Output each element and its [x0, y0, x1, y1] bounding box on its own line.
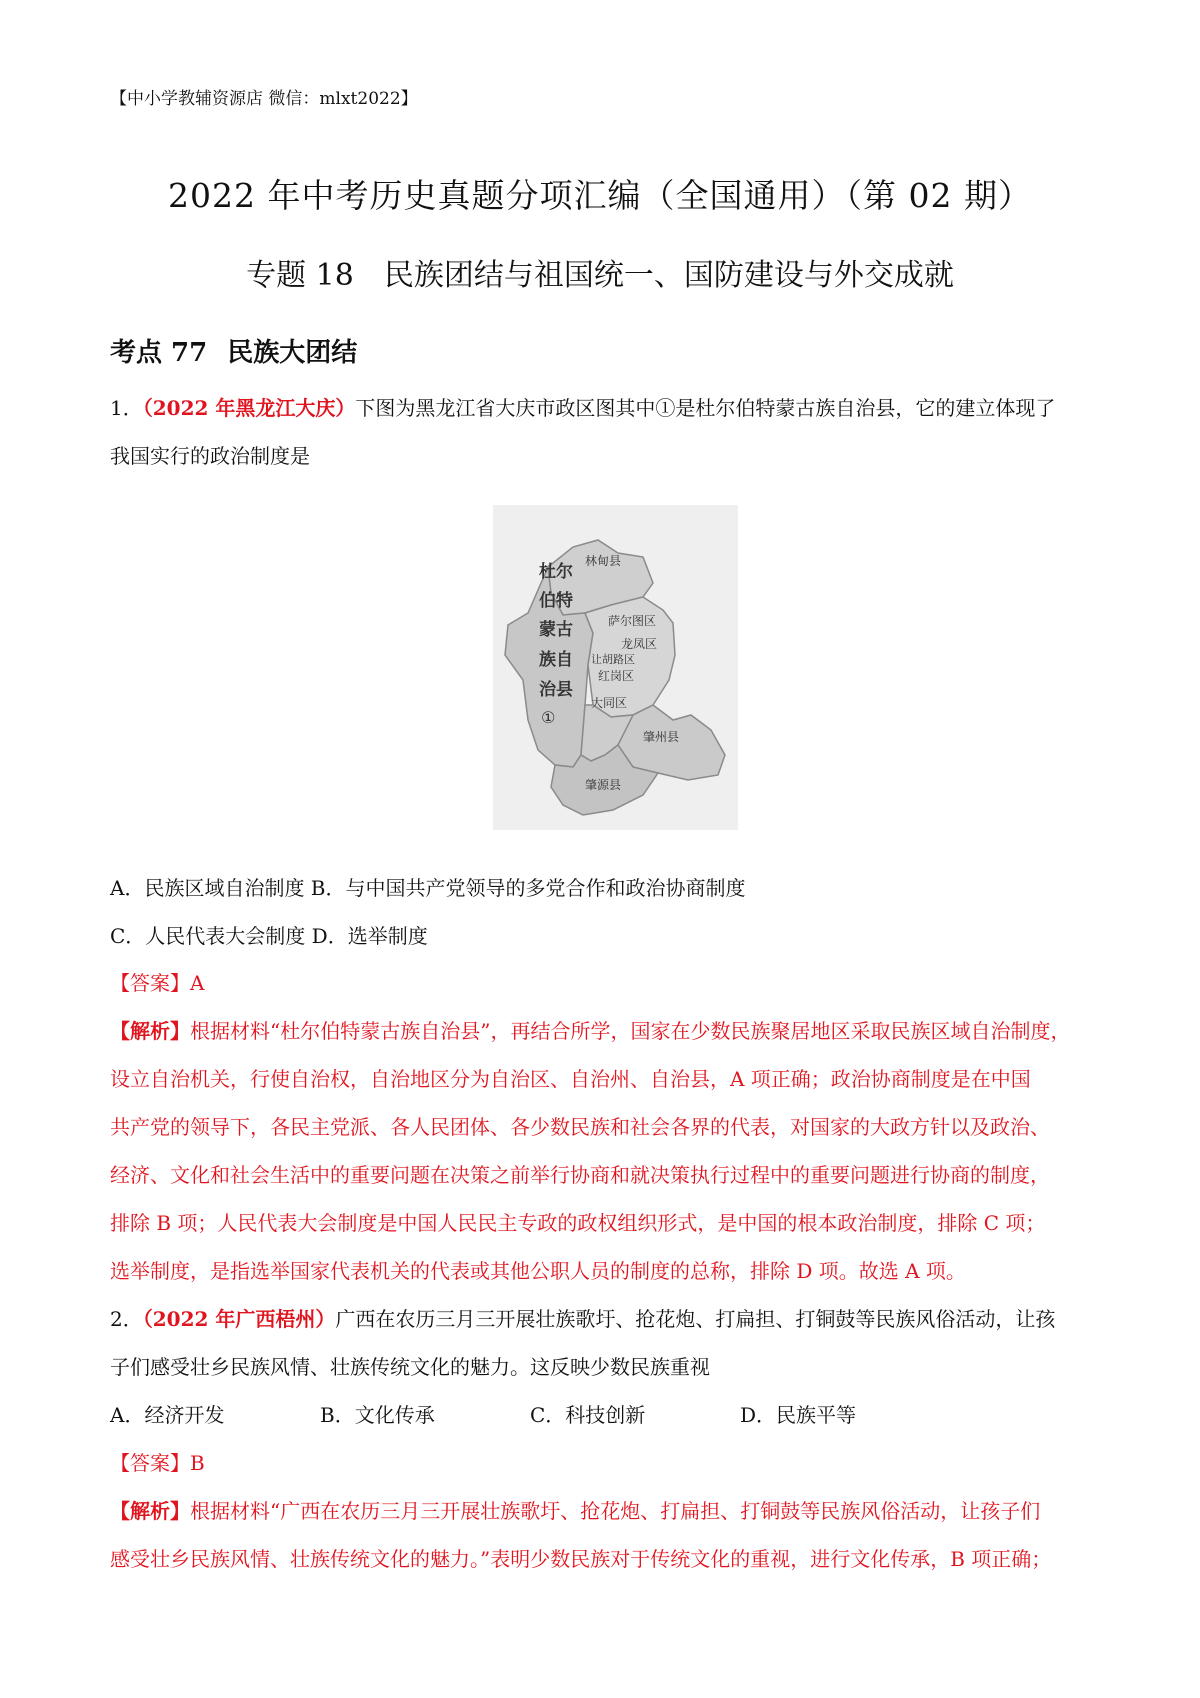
q1-analysis-line6: 选举制度，是指选举国家代表机关的代表或其他公职人员的制度的总称，排除 D 项。故选 A 项。	[110, 1259, 966, 1283]
q1-analysis-label: 【解析】	[110, 1019, 190, 1043]
map-label-ranghu: 让胡路区	[591, 653, 635, 666]
q1-source: （2022 年黑龙江大庆）	[142, 396, 356, 420]
map-label-du: 杜	[539, 562, 556, 582]
map-label-saertu: 萨尔图区	[608, 614, 657, 628]
q2-stem-text1: 广西在农历三月三开展壮族歌圩、抢花炮、打扁担、打铜鼓等民族风俗活动，让孩	[335, 1307, 1056, 1331]
q1-answer-value: A	[190, 971, 205, 995]
q1-analysis-line1	[110, 1015, 1110, 1044]
map-label-xian: 县	[556, 680, 573, 700]
q1-number: 1．	[110, 396, 143, 420]
map-label-zi: 自	[556, 650, 573, 670]
daqing-district-map	[493, 505, 738, 830]
map-label-zhi: 治	[539, 680, 556, 700]
map-label-datong: 大同区	[591, 696, 628, 710]
q1-stem-text1: 下图为黑龙江省大庆市政区图其中①是杜尔伯特蒙古族自治县，它的建立体现了	[355, 396, 1056, 420]
q2-source: （2022 年广西梧州）	[142, 1307, 336, 1331]
q1-stem-line1	[110, 392, 1110, 421]
map-label-zu: 族	[539, 650, 556, 670]
q2-option-c: C．科技创新	[530, 1403, 646, 1427]
q1-analysis-text1: 根据材料“杜尔伯特蒙古族自治县”，再结合所学，国家在少数民族聚居地区采取民族区域自治制度，	[190, 1019, 1071, 1043]
q2-answer-label: 【答案】	[110, 1451, 190, 1475]
q2-number: 2．	[110, 1307, 143, 1331]
section-heading	[110, 332, 357, 369]
section-name: 民族大团结	[227, 338, 358, 368]
q2-analysis-line2: 感受壮乡民族风情、壮族传统文化的魅力。”表明少数民族对于传统文化的重视，进行文化传承，B 项正确；	[110, 1547, 1052, 1571]
map-label-longfeng: 龙凤区	[621, 637, 658, 651]
q2-analysis-text1: 根据材料“广西在农历三月三开展壮族歌圩、抢花炮、打扁担、打铜鼓等民族风俗活动，让孩子们	[190, 1499, 1041, 1523]
q2-options	[110, 1399, 1110, 1428]
q2-stem-line2: 子们感受壮乡民族风情、壮族传统文化的魅力。这反映少数民族重视	[110, 1355, 710, 1379]
map-label-honggang: 红岗区	[598, 669, 635, 683]
q2-analysis-label: 【解析】	[110, 1499, 190, 1523]
q2-option-a: A．经济开发	[110, 1403, 225, 1427]
map-label-circle-one: ①	[541, 708, 556, 727]
header-note: 【中小学教辅资源店 微信：mlxt2022】	[110, 89, 418, 109]
q1-analysis-line2: 设立自治机关，行使自治权，自治地区分为自治区、自治州、自治县，A 项正确；政治协商制度是在中国	[110, 1067, 1031, 1091]
q2-answer-value: B	[190, 1451, 205, 1475]
map-label-zhaozhou: 肇州县	[643, 730, 680, 744]
map-label-bo: 伯	[539, 591, 556, 611]
q1-analysis-line3: 共产党的领导下，各民主党派、各人民团体、各少数民族和社会各界的代表，对国家的大政方针以及政治、	[110, 1115, 1050, 1139]
q2-analysis-line1	[110, 1495, 1110, 1524]
q1-answer	[110, 967, 1110, 996]
q2-stem-line1	[110, 1303, 1110, 1332]
q1-analysis-line4: 经济、文化和社会生活中的重要问题在决策之前举行协商和就决策执行过程中的重要问题进行协商的制度，	[110, 1163, 1050, 1187]
page-title: 2022 年中考历史真题分项汇编（全国通用）（第 02 期）	[168, 176, 1032, 215]
map-label-zhaoyuan: 肇源县	[585, 778, 622, 792]
q1-analysis-line5: 排除 B 项；人民代表大会制度是中国人民民主专政的政权组织形式，是中国的根本政治制度，排除 C 项；	[110, 1211, 1046, 1235]
map-label-meng: 蒙	[539, 620, 556, 640]
map-label-te: 特	[556, 591, 573, 611]
q1-options-line1: A．民族区域自治制度 B．与中国共产党领导的多党合作和政治协商制度	[110, 876, 746, 900]
q2-option-b: B．文化传承	[320, 1403, 435, 1427]
section-label: 考点 77	[110, 338, 208, 368]
map-label-er: 尔	[556, 562, 573, 582]
q1-options-line2: C．人民代表大会制度 D．选举制度	[110, 924, 428, 948]
q2-option-d: D．民族平等	[740, 1403, 857, 1427]
q1-answer-label: 【答案】	[110, 971, 190, 995]
map-label-lindian: 林甸县	[585, 554, 622, 568]
q2-answer	[110, 1447, 1110, 1476]
q1-stem-line2: 我国实行的政治制度是	[110, 444, 310, 468]
page-subtitle: 专题 18 民族团结与祖国统一、国防建设与外交成就	[246, 258, 954, 293]
map-label-gu: 古	[556, 620, 573, 640]
